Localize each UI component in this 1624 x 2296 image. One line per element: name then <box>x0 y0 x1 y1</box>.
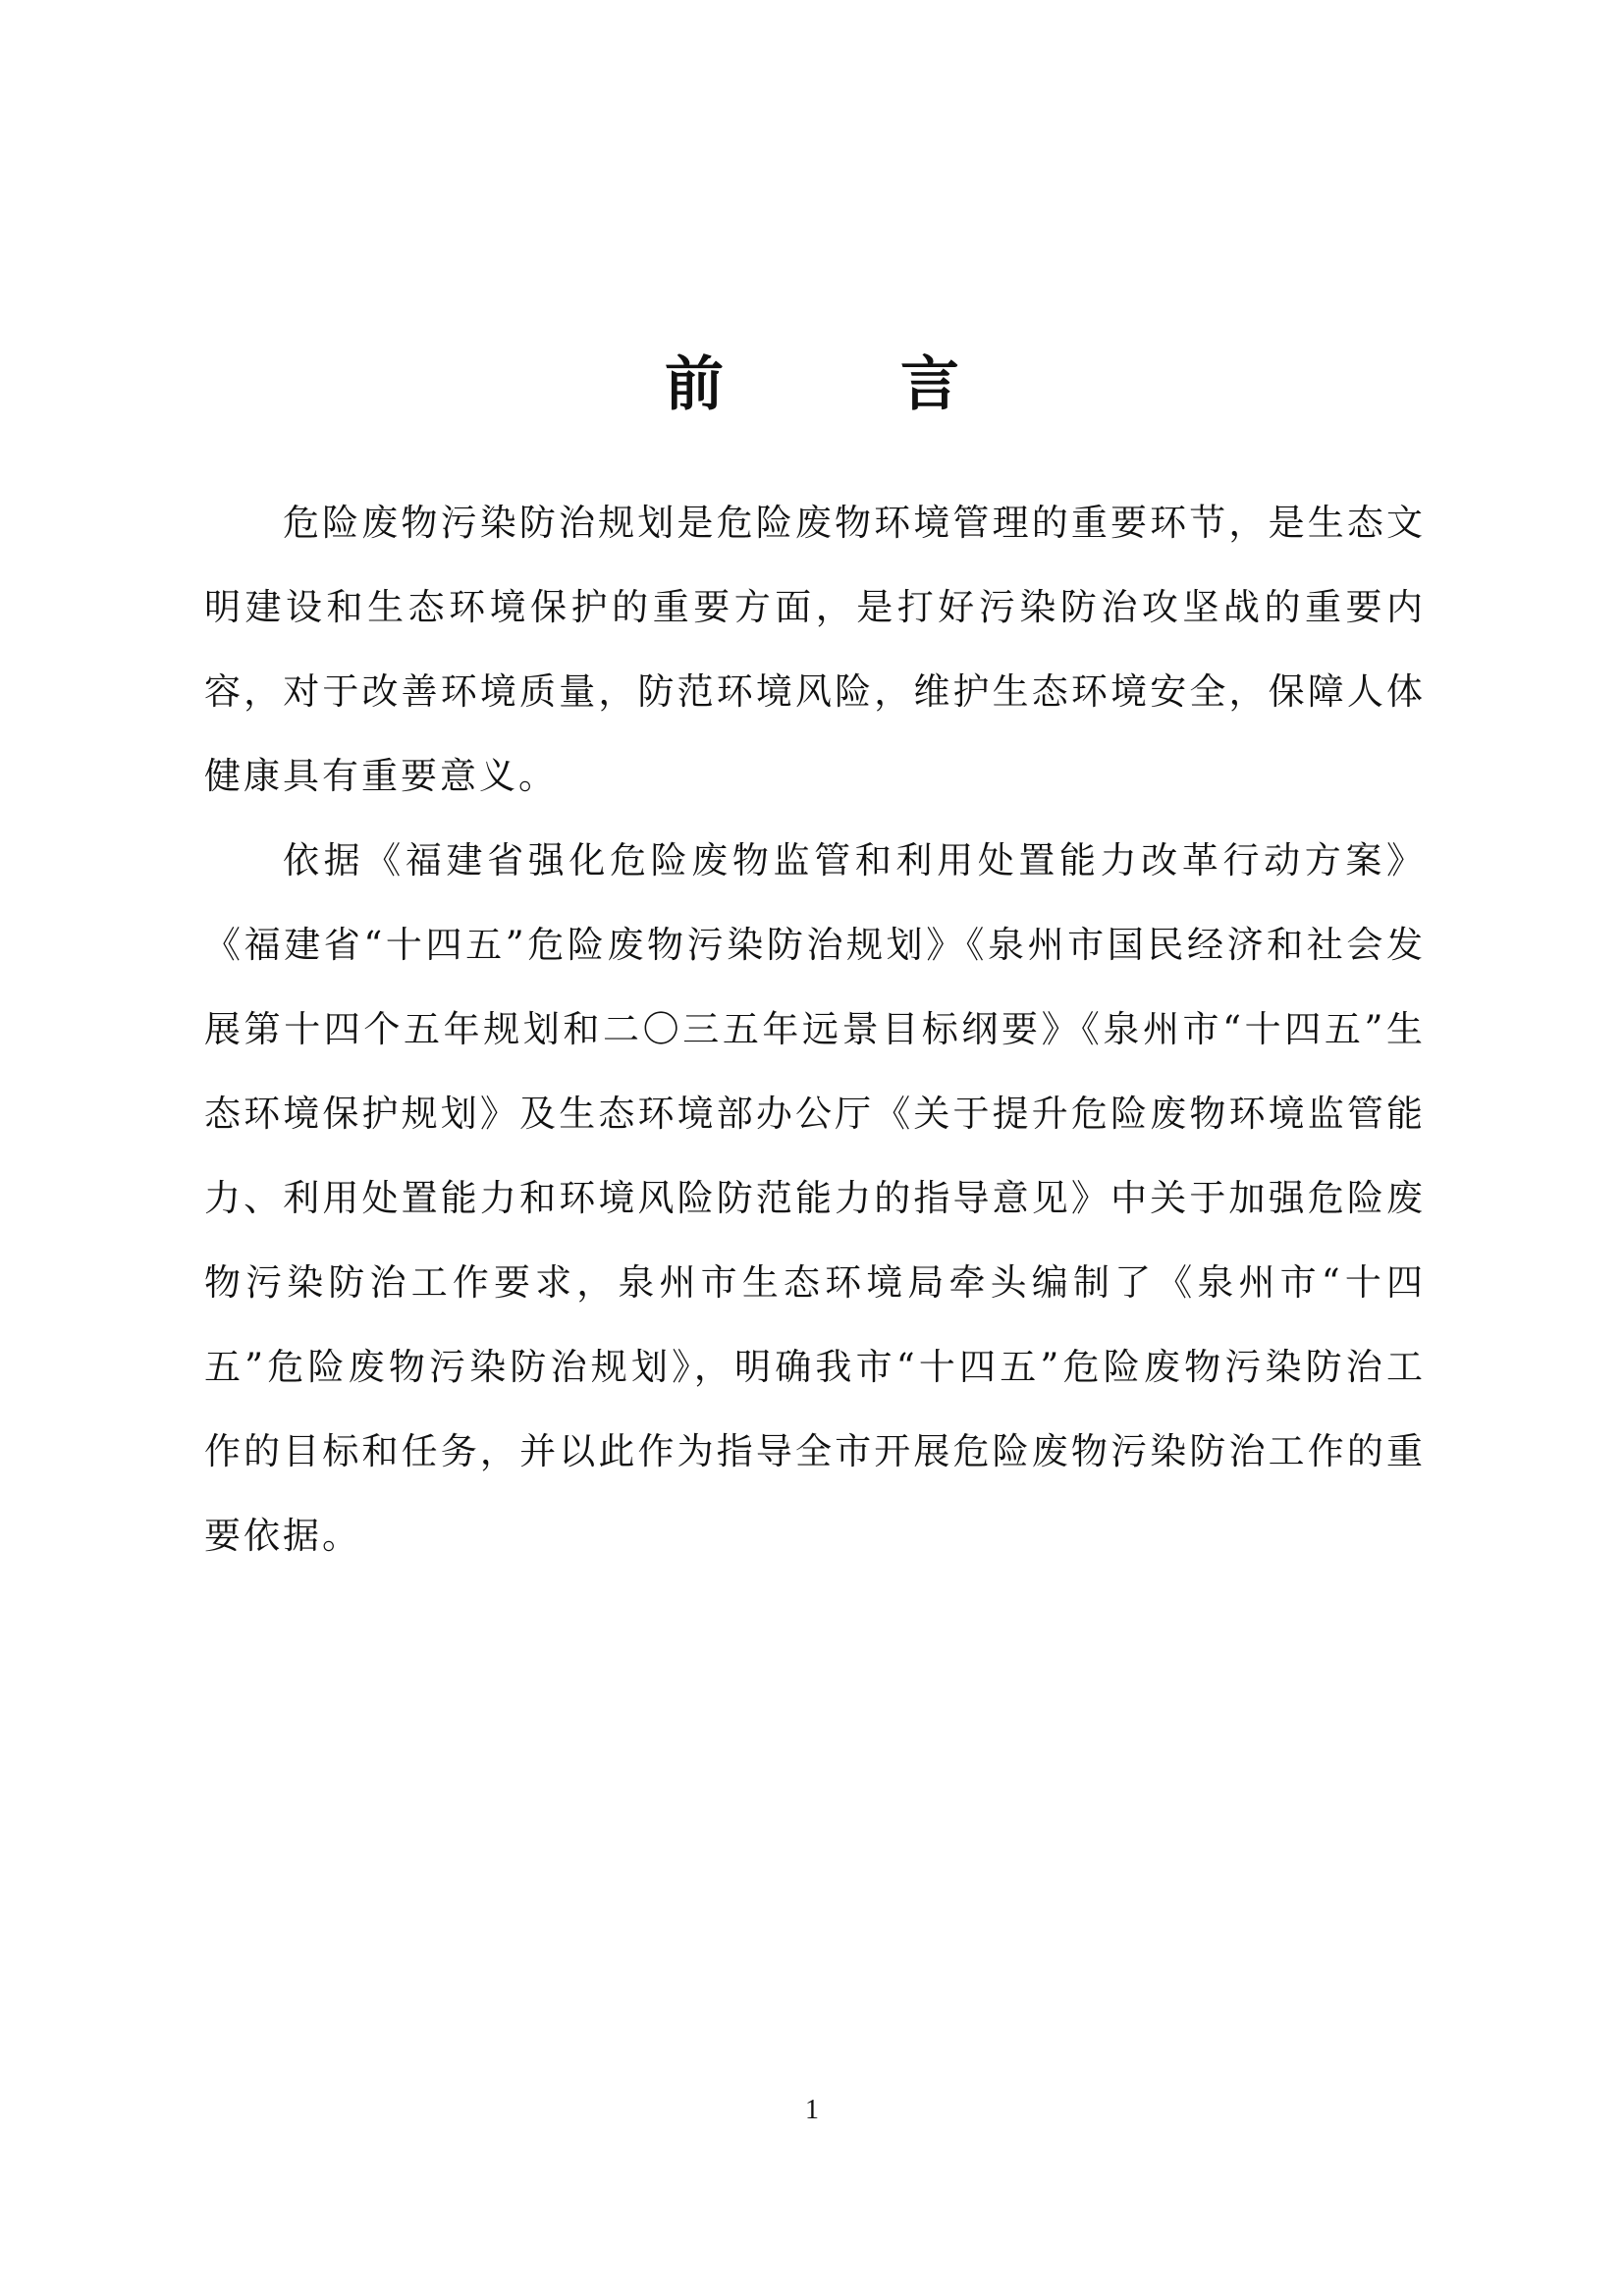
page-title: 前 言 <box>665 350 1018 419</box>
page-number: 1 <box>805 2095 819 2125</box>
paragraph-1: 危险废物污染防治规划是危险废物环境管理的重要环节，是生态文明建设和生态环境保护的重要方面，是打好污染防治攻坚战的重要内容，对于改善环境质量，防范环境风险，维护生态环境安全，保障人体健康具有重要意义。 <box>204 502 1426 797</box>
document-body <box>204 481 1426 1578</box>
paragraph-2: 依据《福建省强化危险废物监管和利用处置能力改革行动方案》《福建省“十四五”危险废物污染防治规划》《泉州市国民经济和社会发展第十四个五年规划和二〇三五年远景目标纲要》《泉州市“十四五”生态环境保护规划》及生态环境部办公厅《关于提升危险废物环境监管能力、利用处置能力和环境风险防范能力的指导意见》中关于加强危险废物污染防治工作要求，泉州市生态环境局牵头编制了《泉州市“十四五”危险废物污染防治规划》，明确我市“十四五”危险废物污染防治工作的目标和任务，并以此作为指导全市开展危险废物污染防治工作的重要依据。 <box>204 839 1426 1557</box>
